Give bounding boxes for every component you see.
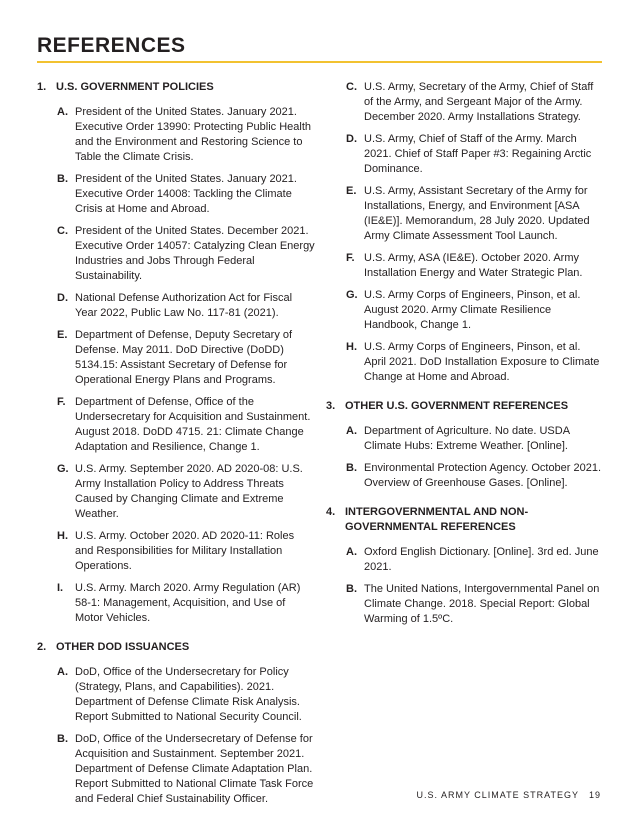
item-text: U.S. Army Corps of Engineers, Pinson, et al. August 2020. Army Climate Resilience Handbook, Change 1.	[364, 289, 581, 331]
reference-item	[346, 251, 604, 281]
item-text: U.S. Army, ASA (IE&E). October 2020. Army Installation Energy and Water Strategic Plan.	[364, 252, 583, 279]
item-letter: G.	[346, 289, 358, 301]
reference-item	[57, 462, 315, 522]
item-letter: A.	[57, 106, 68, 118]
section-title: U.S. GOVERNMENT POLICIES	[56, 81, 214, 93]
section-other-dod-issuances	[37, 640, 315, 807]
reference-item	[346, 340, 604, 385]
page-number: 19	[588, 790, 601, 800]
item-letter: C.	[346, 81, 357, 93]
reference-item	[57, 172, 315, 217]
title-underline	[37, 61, 602, 63]
section-number: 4.	[326, 506, 336, 518]
right-column	[326, 80, 604, 641]
item-text: National Defense Authorization Act for Fiscal Year 2022, Public Law No. 117-81 (2021).	[75, 292, 293, 319]
item-text: U.S. Army, Assistant Secretary of the Army for Installations, Energy, and Environment [ASA (IE&E)]. Memorandum, 28 July 2020. Updated Army Climate Assessment Tool Launch.	[364, 185, 590, 242]
item-letter: G.	[57, 463, 69, 475]
item-text: President of the United States. January 2021. Executive Order 14008: Tackling the Climate Crisis at Home and Abroad.	[75, 173, 297, 215]
section-heading	[326, 505, 604, 535]
reference-item	[57, 732, 315, 807]
item-text: President of the United States. January 2021. Executive Order 13990: Protecting Public Health and the Environment and Restoring Science to Table the Climate Crisis.	[75, 106, 312, 163]
footer-label: U.S. ARMY CLIMATE STRATEGY	[416, 790, 579, 800]
reference-item	[346, 288, 604, 333]
item-text: President of the United States. December 2021. Executive Order 14057: Catalyzing Clean Energy Industries and Jobs Through Federal Sustainability.	[75, 225, 315, 282]
section-heading	[37, 80, 315, 95]
section-title: INTERGOVERNMENTAL AND NON-GOVERNMENTAL REFERENCES	[345, 506, 529, 533]
section-other-us-government-references	[326, 399, 604, 491]
item-letter: A.	[346, 425, 357, 437]
reference-item	[57, 581, 315, 626]
item-letter: E.	[57, 329, 68, 341]
item-letter: I.	[57, 582, 64, 594]
reference-item	[57, 395, 315, 455]
section-heading	[326, 399, 604, 414]
item-text: U.S. Army. March 2020. Army Regulation (AR) 58-1: Management, Acquisition, and Use of Motor Vehicles.	[75, 582, 301, 624]
item-text: Oxford English Dictionary. [Online]. 3rd ed. June 2021.	[364, 546, 599, 573]
page-footer	[416, 790, 601, 800]
reference-item	[346, 461, 604, 491]
item-letter: C.	[57, 225, 68, 237]
section-number: 2.	[37, 641, 47, 653]
item-letter: B.	[346, 583, 357, 595]
reference-item	[57, 224, 315, 284]
item-text: U.S. Army. September 2020. AD 2020-08: U.S. Army Installation Policy to Address Threats Caused by Changing Climate and Extreme Weather.	[75, 463, 303, 520]
reference-item	[57, 529, 315, 574]
item-letter: A.	[346, 546, 357, 558]
item-text: U.S. Army, Secretary of the Army, Chief of Staff of the Army, and Sergeant Major of the Army. December 2020. Army Installations Strategy.	[364, 81, 594, 123]
reference-item	[57, 328, 315, 388]
reference-item	[57, 291, 315, 321]
section-heading	[37, 640, 315, 655]
item-letter: B.	[57, 173, 68, 185]
section-intergovernmental-references	[326, 505, 604, 627]
item-letter: B.	[346, 462, 357, 474]
item-text: Department of Defense, Office of the Undersecretary for Acquisition and Sustainment. August 2018. DoDD 4715. 21: Climate Change Adaptation and Resilience, Change 1.	[75, 396, 311, 453]
section-government-policies	[37, 80, 315, 626]
reference-item	[346, 545, 604, 575]
item-text: DoD, Office of the Undersecretary of Defense for Acquisition and Sustainment. September 2021. Department of Defense Climate Adaptation Plan. Report Submitted to National Climate Task Force and Federal Chief Sustainability Officer.	[75, 733, 314, 805]
item-text: Environmental Protection Agency. October 2021. Overview of Greenhouse Gases. [Online].	[364, 462, 602, 489]
reference-item	[346, 132, 604, 177]
item-text: Department of Defense, Deputy Secretary of Defense. May 2011. DoD Directive (DoDD) 5134.15: Assistant Secretary of Defense for Operational Energy Plans and Programs.	[75, 329, 293, 386]
page-title: REFERENCES	[37, 34, 186, 57]
item-text: U.S. Army, Chief of Staff of the Army. March 2021. Chief of Staff Paper #3: Regaining Arctic Dominance.	[364, 133, 592, 175]
item-letter: D.	[57, 292, 68, 304]
left-column	[37, 80, 315, 821]
section-number: 3.	[326, 400, 336, 412]
reference-item	[57, 665, 315, 725]
item-text: DoD, Office of the Undersecretary for Policy (Strategy, Plans, and Capabilities). 2021. Department of Defense Climate Risk Analysis. Report Submitted to National Security Council.	[75, 666, 302, 723]
item-letter: E.	[346, 185, 357, 197]
item-text: U.S. Army. October 2020. AD 2020-11: Roles and Responsibilities for Military Installation Operations.	[75, 530, 295, 572]
item-text: Department of Agriculture. No date. USDA Climate Hubs: Extreme Weather. [Online].	[364, 425, 570, 452]
item-letter: D.	[346, 133, 357, 145]
item-letter: H.	[346, 341, 357, 353]
reference-item	[346, 582, 604, 627]
section-title: OTHER U.S. GOVERNMENT REFERENCES	[345, 400, 569, 412]
reference-item	[346, 184, 604, 244]
item-text: U.S. Army Corps of Engineers, Pinson, et al. April 2021. DoD Installation Exposure to Climate Change at Home and Abroad.	[364, 341, 600, 383]
section-other-dod-issuances-continued	[326, 80, 604, 385]
section-number: 1.	[37, 81, 47, 93]
item-text: The United Nations, Intergovernmental Panel on Climate Change. 2018. Special Report: Global Warming of 1.5ºC.	[364, 583, 600, 625]
reference-item	[346, 80, 604, 125]
item-letter: H.	[57, 530, 68, 542]
reference-item	[57, 105, 315, 165]
item-letter: A.	[57, 666, 68, 678]
item-letter: F.	[57, 396, 66, 408]
section-title: OTHER DOD ISSUANCES	[56, 641, 190, 653]
reference-item	[346, 424, 604, 454]
item-letter: F.	[346, 252, 355, 264]
item-letter: B.	[57, 733, 68, 745]
